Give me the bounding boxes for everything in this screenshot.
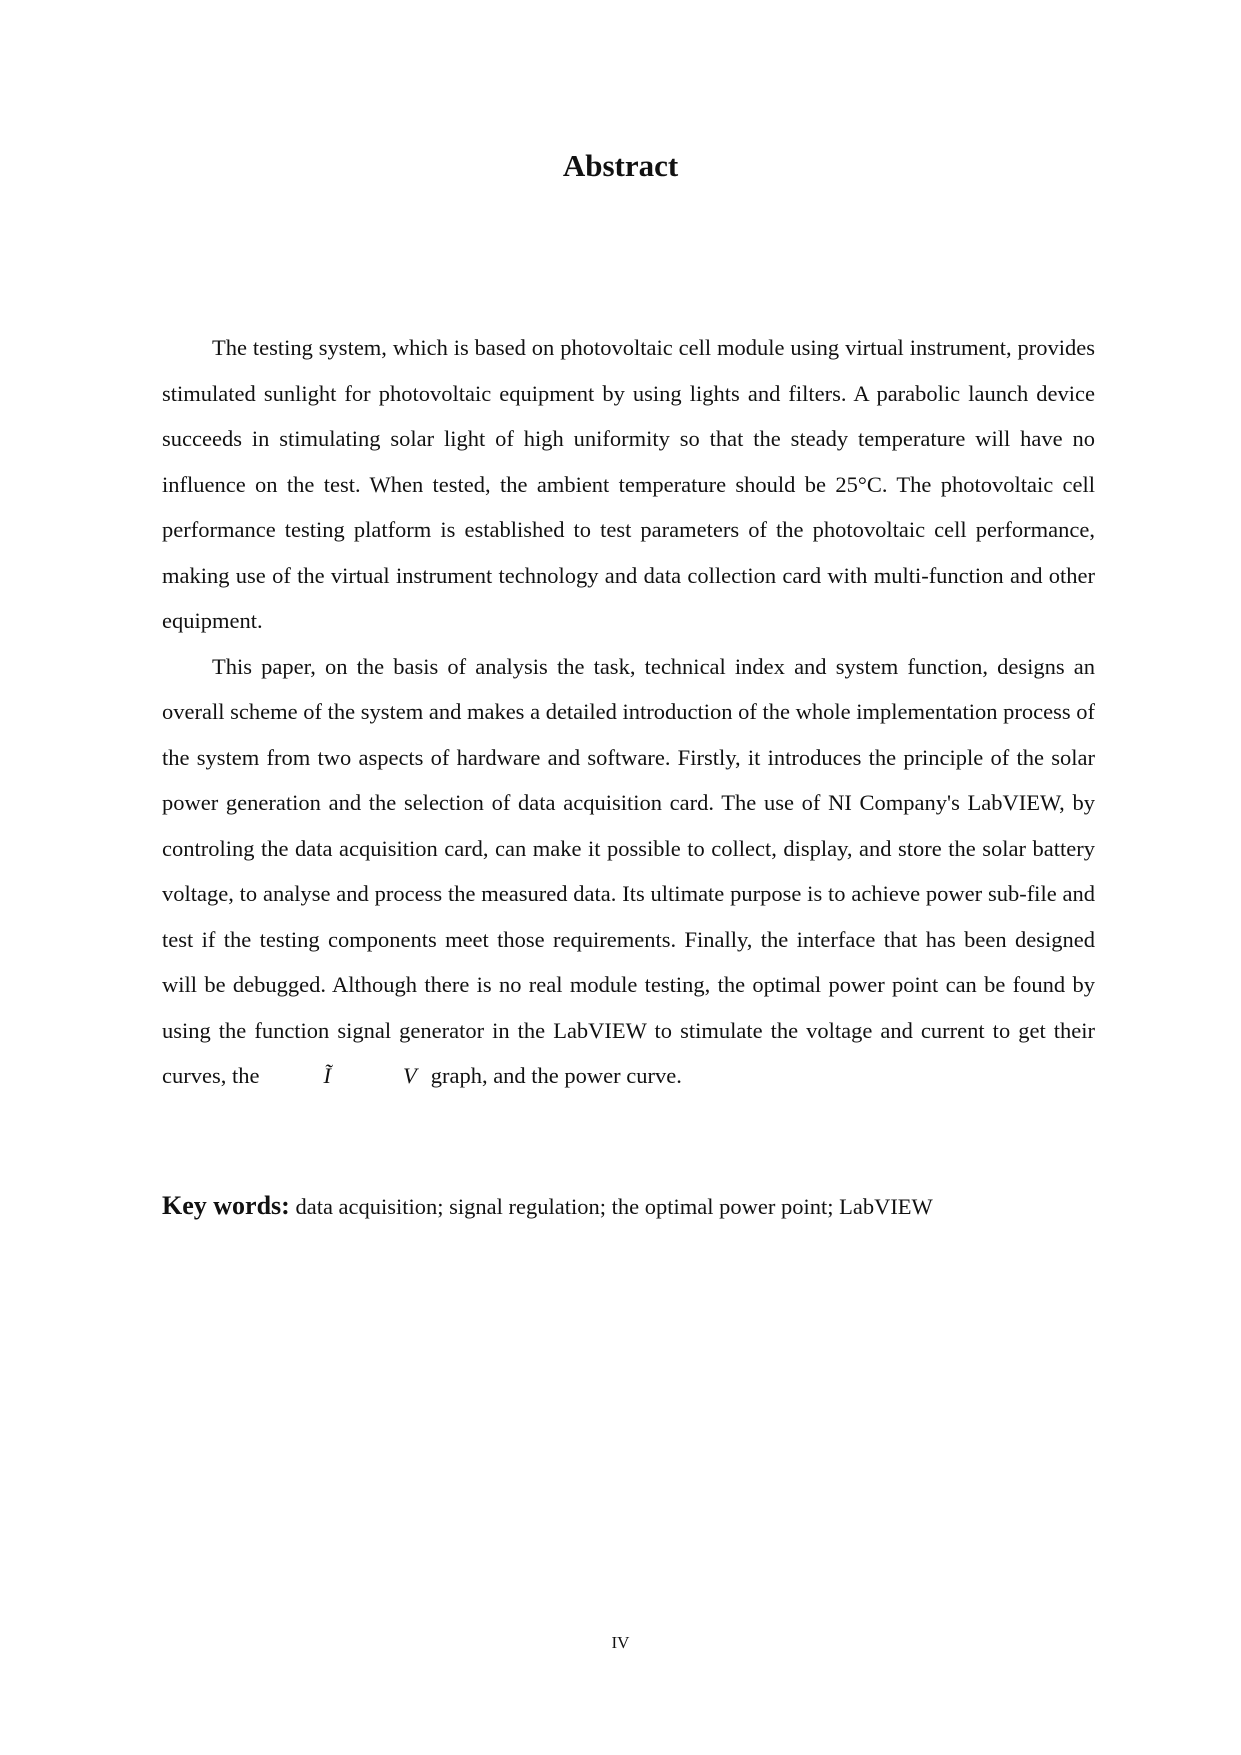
abstract-paragraph-2 <box>162 644 1095 1099</box>
abstract-paragraph-1: The testing system, which is based on photovoltaic cell module using virtual instrument, provides stimulated sunlight for photovoltaic equipment by using lights and filters. A parabolic launch device succeeds in stimulating solar light of high uniformity so that the steady temperature will have no influence on the test. When tested, the ambient temperature should be 25°C. The photovoltaic cell performance testing platform is established to test parameters of the photovoltaic cell performance, making use of the virtual instrument technology and data collection card with multi-function and other equipment. <box>162 335 1095 633</box>
voltage-symbol: V <box>402 1063 417 1088</box>
page-number: IV <box>611 1633 630 1652</box>
keywords-line <box>162 1188 1095 1225</box>
abstract-paragraph-2-text: This paper, on the basis of analysis the task, technical index and system function, designs an overall scheme of the system and makes a detailed introduction of the whole implementation process of the system from two aspects of hardware and software. Firstly, it introduces the principle of the solar power generation and the selection of data acquisition card. The use of NI Company's LabVIEW, by controling the data acquisition card, can make it possible to collect, display, and store the solar battery voltage, to analyse and process the measured data. Its ultimate purpose is to achieve power sub-file and test if the testing components meet those requirements. Finally, the interface that has been designed will be debugged. Although there is no real module testing, the optimal power point can be found by using the function signal generator in the LabVIEW to stimulate the voltage and current to get their curves, the <box>162 653 1095 1088</box>
abstract-body <box>162 325 1095 1099</box>
keywords-label: Key words: <box>162 1191 290 1220</box>
abstract-title: Abstract <box>562 148 679 183</box>
current-symbol: Ĩ <box>323 1063 331 1088</box>
keywords-text: data acquisition; signal regulation; the optimal power point; LabVIEW <box>295 1194 933 1219</box>
abstract-paragraph-2-tail: graph, and the power curve. <box>430 1063 682 1088</box>
